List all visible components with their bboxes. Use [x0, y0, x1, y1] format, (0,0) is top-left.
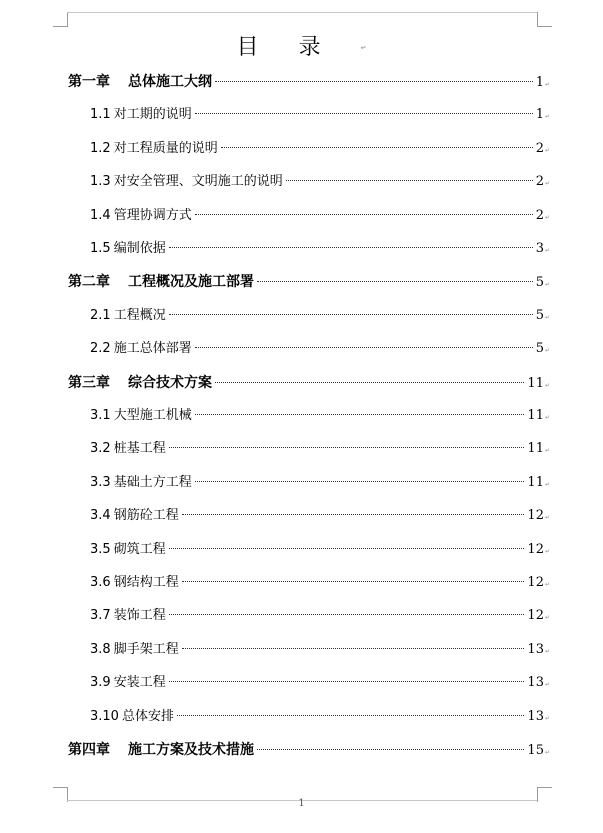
toc-dot-leader — [215, 382, 524, 383]
toc-section-entry[interactable] — [90, 105, 550, 125]
paragraph-mark-icon: ↵ — [544, 681, 550, 689]
paragraph-mark-icon: ↵ — [544, 647, 550, 655]
toc-entry-title: 钢筋砼工程 — [113, 508, 179, 524]
toc-entry-number: 1.3 — [90, 174, 111, 190]
toc-section-entry[interactable] — [90, 206, 550, 226]
paragraph-mark-icon: ↵ — [544, 180, 550, 188]
paragraph-mark-icon: ↵ — [544, 414, 550, 421]
toc-section-entry[interactable] — [90, 573, 550, 593]
toc-dot-leader — [182, 581, 525, 582]
toc-entry-title: 综合技术方案 — [128, 374, 212, 391]
toc-entry-page: 5 — [535, 275, 544, 291]
toc-dot-leader — [215, 81, 533, 82]
toc-entry-number: 3.4 — [90, 508, 111, 524]
toc-dot-leader — [195, 347, 533, 348]
toc-dot-leader — [286, 180, 533, 181]
toc-entry-page: 11 — [527, 474, 544, 490]
toc-dot-leader — [169, 247, 533, 248]
toc-section-entry[interactable] — [90, 339, 550, 359]
toc-entry-title: 安装工程 — [113, 675, 166, 691]
toc-section-entry[interactable] — [90, 506, 550, 526]
paragraph-mark-icon: ↵ — [544, 447, 550, 455]
toc-section-entry[interactable] — [90, 172, 550, 192]
toc-entry-title: 总体安排 — [121, 708, 174, 724]
toc-entry-number: 第一章 — [68, 74, 110, 90]
toc-section-entry[interactable] — [90, 406, 550, 426]
toc-dot-leader — [177, 715, 524, 716]
toc-entry-number: 2.2 — [90, 341, 111, 357]
toc-entry-title: 编制依据 — [113, 241, 166, 256]
toc-entry-page: 13 — [527, 708, 544, 724]
toc-dot-leader — [195, 414, 525, 415]
toc-section-entry[interactable] — [90, 473, 550, 493]
paragraph-mark-icon: ↵ — [544, 480, 550, 488]
toc-entry-title: 管理协调方式 — [113, 207, 192, 223]
paragraph-mark-icon: ↵ — [544, 381, 550, 389]
footer-page-number: 1 — [298, 798, 305, 809]
toc-entry-number: 第二章 — [68, 274, 110, 291]
toc-entry-title: 对工程质量的说明 — [113, 140, 218, 156]
toc-title-part-2: 录 — [298, 35, 361, 60]
paragraph-mark-icon: ↵ — [544, 714, 550, 722]
toc-dot-leader — [221, 147, 533, 148]
toc-entry-number: 1.2 — [90, 140, 111, 156]
toc-dot-leader — [257, 281, 533, 282]
toc-entry-number: 3.10 — [90, 708, 119, 724]
toc-entry-page: 2 — [535, 140, 544, 156]
toc-entry-number: 3.6 — [90, 575, 111, 590]
toc-entry-number: 2.1 — [90, 307, 111, 323]
toc-entry-page: 11 — [527, 441, 544, 457]
paragraph-mark-icon: ↵ — [544, 547, 550, 555]
toc-section-entry[interactable] — [90, 707, 550, 727]
toc-entry-page: 15 — [527, 743, 544, 758]
toc-entry-title: 砌筑工程 — [113, 541, 166, 557]
toc-entry-page: 2 — [535, 174, 544, 190]
toc-entry-page: 3 — [535, 241, 544, 256]
toc-entry-page: 12 — [527, 575, 544, 590]
paragraph-mark-icon: ↵ — [544, 514, 550, 522]
toc-entry-number: 第四章 — [68, 742, 110, 758]
toc-entry-page: 1 — [535, 107, 544, 123]
toc-chapter-entry[interactable] — [68, 373, 550, 393]
toc-title-part-1: 目 — [236, 35, 299, 60]
toc-dot-leader — [195, 481, 525, 482]
toc-entry-number: 1.1 — [90, 107, 111, 123]
paragraph-mark-icon: ↵ — [544, 614, 550, 622]
toc-dot-leader — [195, 214, 533, 215]
toc-entry-page: 11 — [527, 375, 544, 391]
toc-entry-number: 1.4 — [90, 207, 111, 223]
toc-dot-leader — [169, 447, 525, 448]
toc-dot-leader — [195, 113, 533, 114]
toc-entry-number: 3.7 — [90, 608, 111, 624]
toc-entry-title: 工程概况 — [113, 307, 166, 323]
toc-section-entry[interactable] — [90, 673, 550, 693]
toc-chapter-entry[interactable] — [68, 740, 550, 760]
toc-entry-page: 13 — [527, 641, 544, 657]
toc-chapter-entry[interactable] — [68, 272, 550, 292]
toc-entry-page: 5 — [535, 341, 544, 357]
toc-entry-page: 12 — [527, 508, 544, 524]
toc-entry-title: 脚手架工程 — [113, 641, 179, 657]
toc-dot-leader — [169, 614, 525, 615]
paragraph-mark-icon: ↵ — [544, 749, 550, 756]
toc-entry-title: 桩基工程 — [113, 441, 166, 457]
toc-chapter-entry[interactable] — [68, 72, 550, 92]
toc-entry-number: 3.3 — [90, 474, 111, 490]
toc-entry-page: 2 — [535, 207, 544, 223]
toc-entry-page: 11 — [527, 408, 544, 423]
toc-section-entry[interactable] — [90, 640, 550, 660]
toc-entry-title: 工程概况及施工部署 — [128, 274, 254, 291]
paragraph-mark-icon: ↵ — [544, 81, 550, 88]
toc-dot-leader — [182, 648, 525, 649]
toc-entry-number: 3.5 — [90, 541, 111, 557]
toc-entry-number: 第三章 — [68, 374, 110, 391]
toc-entry-number: 3.1 — [90, 408, 111, 423]
paragraph-mark-icon: ↵ — [544, 281, 550, 289]
toc-dot-leader — [169, 548, 525, 549]
toc-entry-number: 1.5 — [90, 241, 111, 256]
toc-dot-leader — [182, 514, 525, 515]
toc-entry-title: 钢结构工程 — [113, 575, 179, 590]
toc-section-entry[interactable] — [90, 239, 550, 259]
toc-section-entry[interactable] — [90, 139, 550, 159]
toc-dot-leader — [169, 681, 525, 682]
toc-entry-title: 对工期的说明 — [113, 107, 192, 123]
paragraph-mark-icon: ↵ — [544, 247, 550, 254]
toc-entry-title: 施工方案及技术措施 — [128, 742, 254, 758]
paragraph-mark-icon: ↵ — [544, 313, 550, 321]
toc-entry-number: 3.2 — [90, 441, 111, 457]
toc-entry-title: 对安全管理、文明施工的说明 — [113, 174, 283, 190]
paragraph-mark-icon: ↵ — [544, 113, 550, 121]
paragraph-mark-icon: ↵ — [544, 213, 550, 221]
toc-dot-leader — [257, 749, 524, 750]
toc-entry-title: 总体施工大纲 — [128, 74, 212, 90]
toc-section-entry[interactable] — [90, 606, 550, 626]
paragraph-mark-icon: ↵ — [544, 347, 550, 355]
toc-entry-page: 13 — [527, 675, 544, 691]
toc-entry-page: 12 — [527, 541, 544, 557]
toc-entry-title: 大型施工机械 — [113, 408, 192, 423]
toc-entry-title: 基础土方工程 — [113, 474, 192, 490]
toc-section-entry[interactable] — [90, 540, 550, 560]
toc-section-entry[interactable] — [90, 439, 550, 459]
toc-entry-number: 3.8 — [90, 641, 111, 657]
toc-entry-title: 装饰工程 — [113, 608, 166, 624]
toc-entry-page: 12 — [527, 608, 544, 624]
toc-entry-title: 施工总体部署 — [113, 341, 192, 357]
toc-entry-page: 5 — [535, 307, 544, 323]
toc-entry-number: 3.9 — [90, 675, 111, 691]
toc-dot-leader — [169, 314, 533, 315]
paragraph-mark-icon: ↵ — [544, 581, 550, 588]
toc-section-entry[interactable] — [90, 306, 550, 326]
toc-entry-page: 1 — [535, 75, 544, 90]
paragraph-mark-icon: ↵ — [360, 44, 367, 52]
paragraph-mark-icon: ↵ — [544, 146, 550, 154]
